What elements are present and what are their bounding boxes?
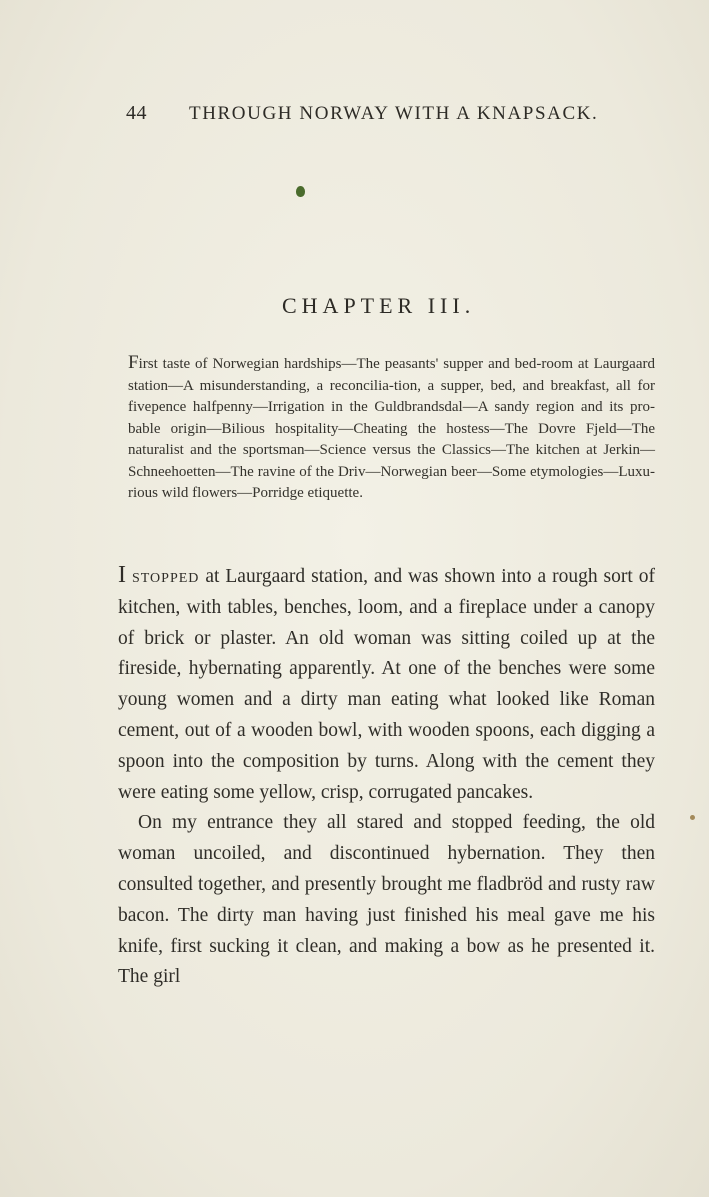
body-text xyxy=(118,560,655,993)
summary-initial: F xyxy=(128,352,139,373)
summary-paragraph xyxy=(128,352,655,505)
chapter-heading: CHAPTER III. xyxy=(282,293,476,318)
running-title: THROUGH NORWAY WITH A KNAPSACK. xyxy=(189,103,599,124)
body-paragraph-1 xyxy=(118,560,655,808)
summary-text: irst taste of Norwegian hardships—The peasants' supper and bed-room at Laurgaard station—A misunderstanding, a reconcilia-tion, a supper, bed, and breakfast, all for fivepence halfpenny—Irrigation in the Guldbrandsdal—A sandy region and its pro-bable origin—Bilious hospitality—Cheating the hostess—The Dovre Fjeld—The naturalist and the sportsman—Science versus the Classics—The kitchen at Jerkin—Schneehoetten—The ravine of the Driv—Norwegian beer—Some etymologies—Luxu-rious wild flowers—Porridge etiquette. xyxy=(128,356,655,501)
drop-cap: I xyxy=(118,562,126,588)
ink-spot-icon xyxy=(296,186,305,197)
paragraph-2-text: On my entrance they all stared and stopped feeding, the old woman uncoiled, and discontinued hybernation. They then consulted together, and presently brought me fladbröd and rusty raw bacon. The dirty man having just finished his meal gave me his knife, first sucking it clean, and making a bow as he presented it. The girl xyxy=(118,812,655,988)
paragraph-1-text: at Laurgaard station, and was shown into a rough sort of kitchen, with tables, benches, loom, and a fireplace under a canopy of brick or plaster. An old woman was sitting coiled up at the fireside, hybernating apparently. At one of the benches were some young women and a dirty man eating what looked like Roman cement, out of a wooden bowl, with wooden spoons, each digging a spoon into the composition by turns. Along with the cement they were eating some yellow, crisp, corrugated pancakes. xyxy=(118,566,656,803)
opening-word: stopped xyxy=(131,566,200,587)
chapter-summary xyxy=(128,352,655,505)
page-number: 44 xyxy=(126,102,147,124)
page-stain-mark xyxy=(690,815,695,820)
body-paragraph-2 xyxy=(118,808,655,993)
